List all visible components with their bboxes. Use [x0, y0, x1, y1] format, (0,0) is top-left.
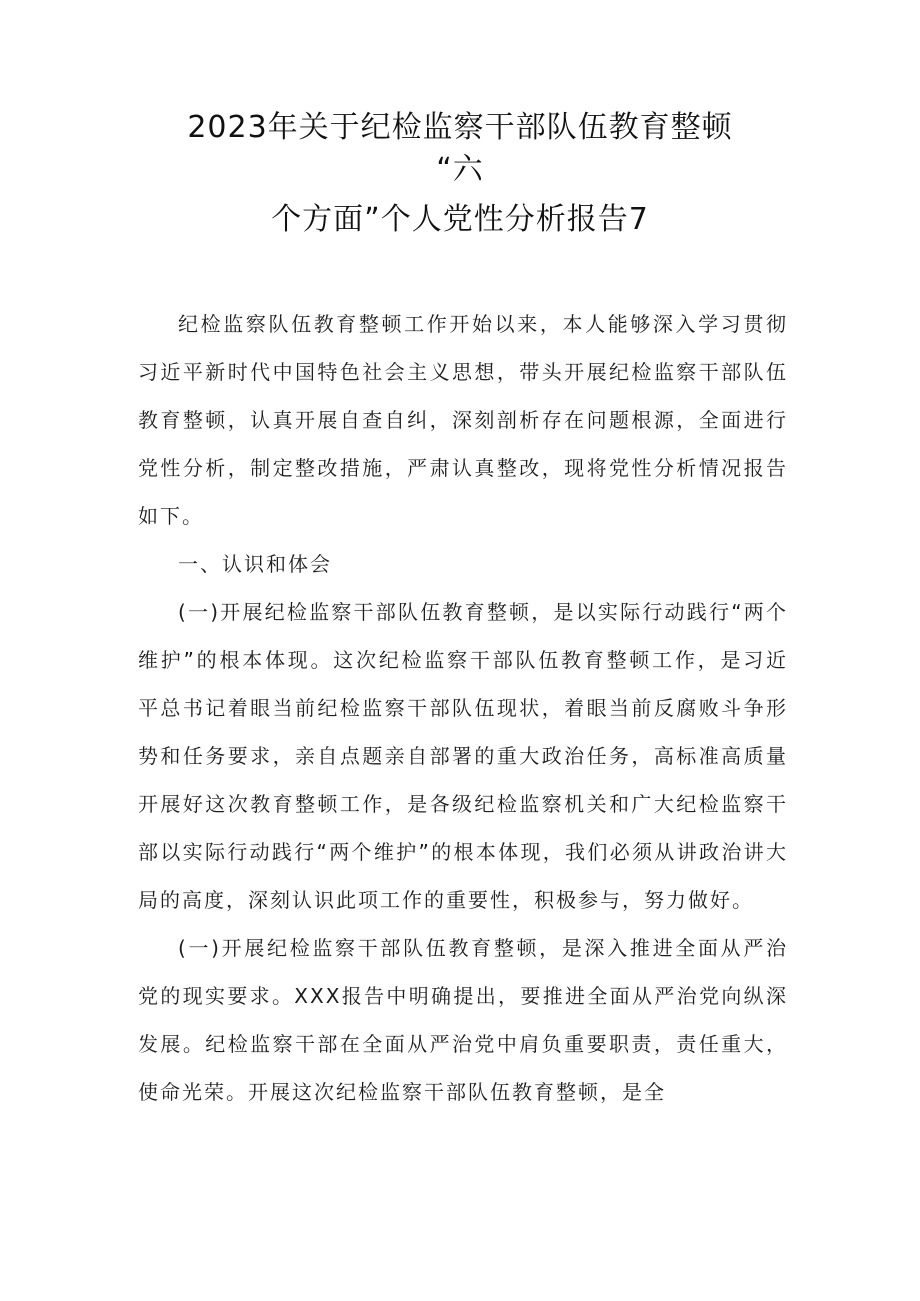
title-line-1-wrap: “六: [436, 152, 484, 187]
body-paragraph-1: (一)开展纪检监察干部队伍教育整顿，是以实际行动践行“两个维护”的根本体现。这次纪检监察干部队伍教育整顿工作，是习近平总书记着眼当前纪检监察干部队伍现状，着眼当前反腐败斗争形势和任务要求，亲自点题亲自部署的重大政治任务，高标准高质量开展好这次教育整顿工作，是各级纪检监察机关和广大纪检监察干部以实际行动践行“两个维护”的根本体现，我们必须从讲政治讲大局的高度，深刻认识此项工作的重要性，积极参与，努力做好。: [138, 600, 788, 912]
title-line-1: 2023年关于纪检监察干部队伍教育整顿: [187, 110, 733, 145]
document-body: [138, 300, 788, 1116]
title-line-2: 个方面”个人党性分析报告7: [271, 202, 649, 237]
section-heading: 一、认识和体会: [178, 552, 332, 576]
intro-paragraph: 纪检监察队伍教育整顿工作开始以来，本人能够深入学习贯彻习近平新时代中国特色社会主义思想，带头开展纪检监察干部队伍教育整顿，认真开展自查自纠，深刻剖析存在问题根源，全面进行党性分析，制定整改措施，严肃认真整改，现将党性分析情况报告如下。: [138, 312, 788, 528]
body-paragraph-2: (一)开展纪检监察干部队伍教育整顿，是深入推进全面从严治党的现实要求。XXX报告中明确提出，要推进全面从严治党向纵深发展。纪检监察干部在全面从严治党中肩负重要职责，责任重大，使命光荣。开展这次纪检监察干部队伍教育整顿，是全: [138, 936, 788, 1104]
